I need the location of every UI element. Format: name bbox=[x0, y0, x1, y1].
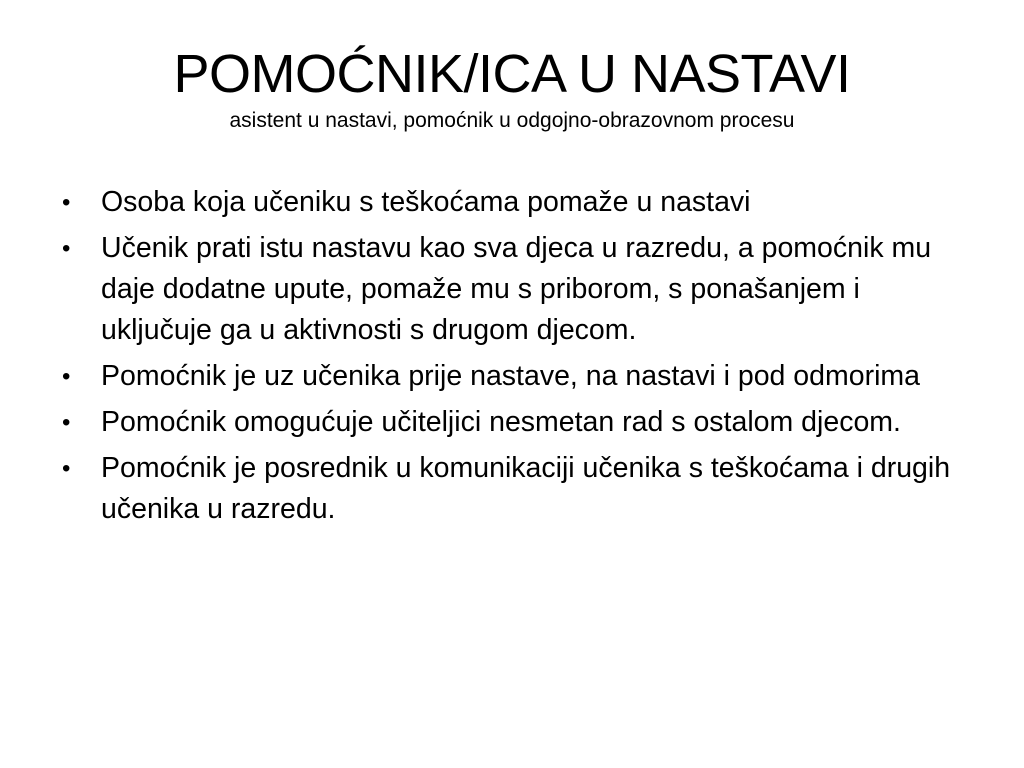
content-area bbox=[62, 182, 972, 535]
title-block bbox=[0, 44, 1024, 135]
bullet-list bbox=[62, 182, 972, 530]
bullet-icon: • bbox=[62, 189, 71, 216]
bullet-text: Pomoćnik je posrednik u komunikaciji učenika s teškoćama i drugih učenika u razredu. bbox=[101, 452, 951, 525]
bullet-item bbox=[62, 402, 972, 443]
bullet-item bbox=[62, 182, 972, 223]
bullet-text: Pomoćnik je uz učenika prije nastave, na nastavi i pod odmorima bbox=[101, 360, 921, 392]
bullet-text: Osoba koja učeniku s teškoćama pomaže u nastavi bbox=[101, 186, 751, 218]
bullet-icon: • bbox=[62, 235, 71, 262]
bullet-text: Pomoćnik omogućuje učiteljici nesmetan rad s ostalom djecom. bbox=[101, 406, 901, 438]
slide-subtitle: asistent u nastavi, pomoćnik u odgojno-obrazovnom procesu bbox=[229, 109, 795, 133]
bullet-item bbox=[62, 448, 972, 530]
bullet-item bbox=[62, 228, 972, 351]
bullet-text: Učenik prati istu nastavu kao sva djeca u razredu, a pomoćnik mu daje dodatne upute, pomaže mu s priborom, s ponašanjem i uključuje ga u aktivnosti s drugom djecom. bbox=[101, 232, 932, 346]
bullet-icon: • bbox=[62, 455, 71, 482]
bullet-icon: • bbox=[62, 363, 71, 390]
bullet-item bbox=[62, 356, 972, 397]
bullet-icon: • bbox=[62, 409, 71, 436]
slide-title: POMOĆNIK/ICA U NASTAVI bbox=[173, 44, 851, 104]
